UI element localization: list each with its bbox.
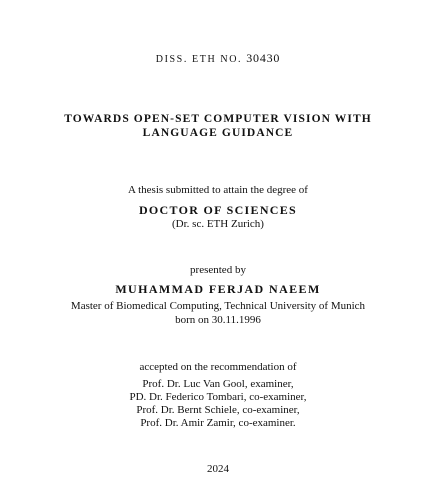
author-birth-date: born on 30.11.1996: [175, 314, 261, 326]
degree-name: DOCTOR OF SCIENCES: [138, 203, 298, 217]
degree-abbreviation: (Dr. sc. ETH Zurich): [172, 218, 264, 230]
thesis-title-line-2: LANGUAGE GUIDANCE: [142, 127, 294, 139]
committee-member: Prof. Dr. Amir Zamir, co-examiner.: [140, 417, 296, 429]
diss-number: 30430: [246, 51, 281, 65]
committee-member: Prof. Dr. Luc Van Gool, examiner,: [142, 378, 294, 390]
author-qualification: Master of Biomedical Computing, Technical University of Munich: [70, 300, 366, 312]
committee-member: PD. Dr. Federico Tombari, co-examiner,: [129, 391, 307, 403]
committee-list: [0, 378, 436, 430]
thesis-title: [0, 112, 436, 140]
dissertation-number: [0, 51, 436, 66]
publication-year: 2024: [207, 463, 229, 475]
thesis-title-line-1: TOWARDS OPEN-SET COMPUTER VISION WITH: [64, 113, 372, 125]
diss-label: DISS. ETH NO.: [155, 54, 243, 65]
presented-by: presented by: [190, 264, 246, 276]
committee-intro: accepted on the recommendation of: [139, 361, 297, 373]
degree-intro: A thesis submitted to attain the degree of: [128, 184, 308, 196]
committee-member: Prof. Dr. Bernt Schiele, co-examiner,: [136, 404, 300, 416]
author-name: MUHAMMAD FERJAD NAEEM: [115, 282, 321, 296]
